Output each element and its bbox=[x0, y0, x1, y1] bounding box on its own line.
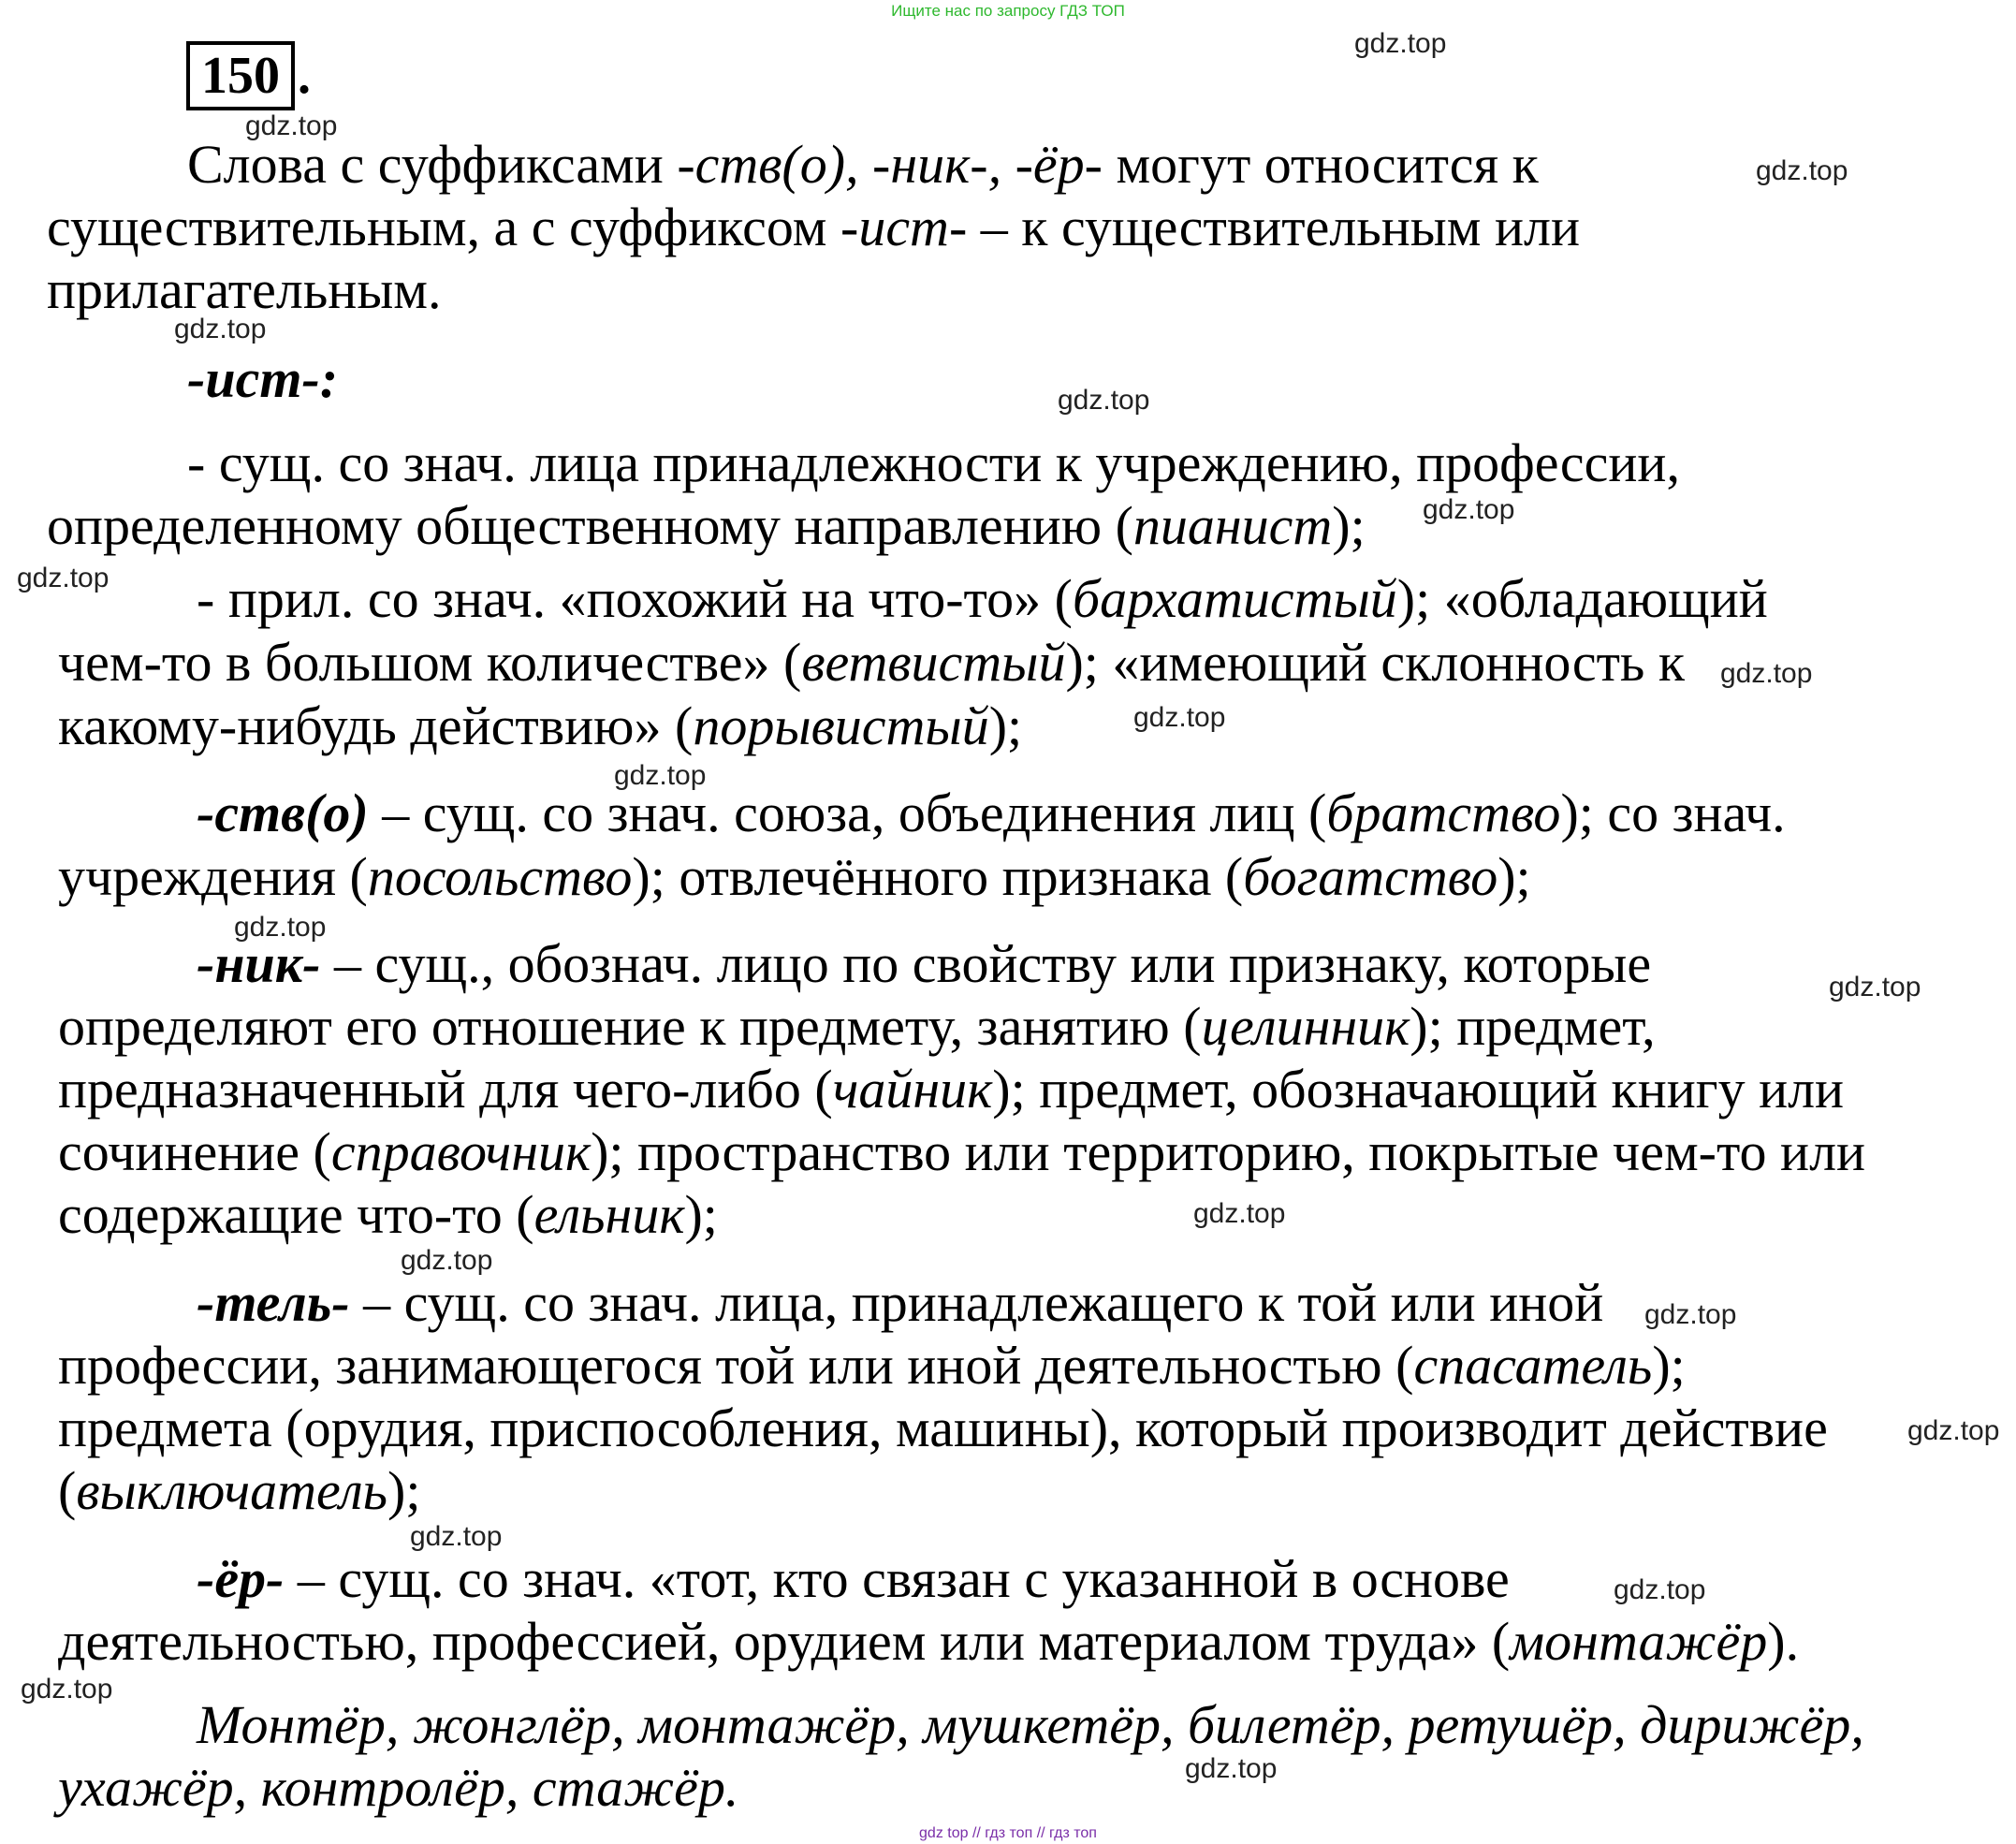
tel-line-2: профессии, занимающегося той или иной деятельностью (спасатель); bbox=[58, 1335, 1686, 1396]
ist-adj-line-3: какому-нибудь действию» (порывистый); bbox=[58, 695, 1023, 756]
nik-line-1: -ник- – сущ., обознач. лицо по свойству или признаку, которые bbox=[197, 933, 1652, 994]
top-banner: Ищите нас по запросу ГДЗ ТОП bbox=[891, 2, 1125, 20]
ist-adj-line-1: - прил. со знач. «похожий на что-то» (бархатистый); «обладающий bbox=[197, 568, 1768, 629]
intro-line-3: прилагательным. bbox=[47, 259, 442, 320]
yor-line-2: деятельностью, профессией, орудием или материалом труда» (монтажёр). bbox=[58, 1611, 1800, 1672]
nik-line-3: предназначенный для чего-либо (чайник); предмет, обозначающий книгу или bbox=[58, 1059, 1845, 1120]
watermark: gdz.top bbox=[1644, 1299, 1737, 1330]
watermark: gdz.top bbox=[1423, 494, 1515, 525]
watermark: gdz.top bbox=[401, 1245, 493, 1276]
ist-heading: -ист-: bbox=[187, 348, 339, 409]
ist-noun-line-2: определенному общественному направлению (пианист); bbox=[47, 495, 1366, 556]
footer-watermark: gdz top // гдз топ // гдз топ bbox=[919, 1825, 1097, 1841]
intro-line-1: Слова с суффиксами -ств(о), -ник-, -ёр- могут относится к bbox=[187, 134, 1539, 195]
watermark: gdz.top bbox=[1907, 1415, 2000, 1446]
watermark: gdz.top bbox=[174, 314, 267, 344]
intro-line-2: существительным, а с суффиксом -ист- – к существительным или bbox=[47, 197, 1581, 257]
watermark: gdz.top bbox=[1354, 28, 1447, 59]
ist-adj-line-2: чем-то в большом количестве» (ветвистый); «имеющий склонность к bbox=[58, 632, 1686, 693]
watermark: gdz.top bbox=[1185, 1753, 1278, 1784]
tel-line-1: -тель- – сущ. со знач. лица, принадлежащего к той или иной bbox=[197, 1272, 1604, 1333]
watermark: gdz.top bbox=[234, 912, 327, 943]
watermark: gdz.top bbox=[1058, 385, 1150, 416]
watermark: gdz.top bbox=[245, 110, 338, 141]
watermark: gdz.top bbox=[1614, 1574, 1706, 1605]
watermark: gdz.top bbox=[614, 760, 707, 791]
ist-noun-line-1: - сущ. со знач. лица принадлежности к учреждению, профессии, bbox=[187, 432, 1680, 493]
watermark: gdz.top bbox=[1829, 972, 1921, 1002]
stvo-line-1: -ств(о) – сущ. со знач. союза, объединения лиц (братство); со знач. bbox=[197, 783, 1786, 843]
yor-line-1: -ёр- – сущ. со знач. «тот, кто связан с указанной в основе bbox=[197, 1548, 1510, 1609]
tel-line-4: (выключатель); bbox=[58, 1460, 421, 1521]
tel-line-3: предмета (орудия, приспособления, машины), который производит действие bbox=[58, 1398, 1828, 1458]
examples-line-1: Монтёр, жонглёр, монтажёр, мушкетёр, билетёр, ретушёр, дирижёр, bbox=[197, 1694, 1864, 1755]
watermark: gdz.top bbox=[1720, 658, 1813, 689]
task-number-dot: . bbox=[298, 47, 311, 105]
examples-line-2: ухажёр, контролёр, стажёр. bbox=[58, 1757, 739, 1818]
watermark: gdz.top bbox=[410, 1521, 503, 1552]
watermark: gdz.top bbox=[21, 1674, 113, 1705]
nik-line-2: определяют его отношение к предмету, занятию (целинник); предмет, bbox=[58, 996, 1656, 1057]
task-number: 150 bbox=[186, 41, 295, 110]
watermark: gdz.top bbox=[1756, 155, 1848, 186]
nik-line-4: сочинение (справочник); пространство или территорию, покрытые чем-то или bbox=[58, 1121, 1866, 1182]
watermark: gdz.top bbox=[1133, 702, 1226, 733]
nik-line-5: содержащие что-то (ельник); bbox=[58, 1184, 718, 1245]
watermark: gdz.top bbox=[17, 563, 110, 593]
watermark: gdz.top bbox=[1193, 1198, 1286, 1229]
stvo-line-2: учреждения (посольство); отвлечённого признака (богатство); bbox=[58, 846, 1531, 907]
